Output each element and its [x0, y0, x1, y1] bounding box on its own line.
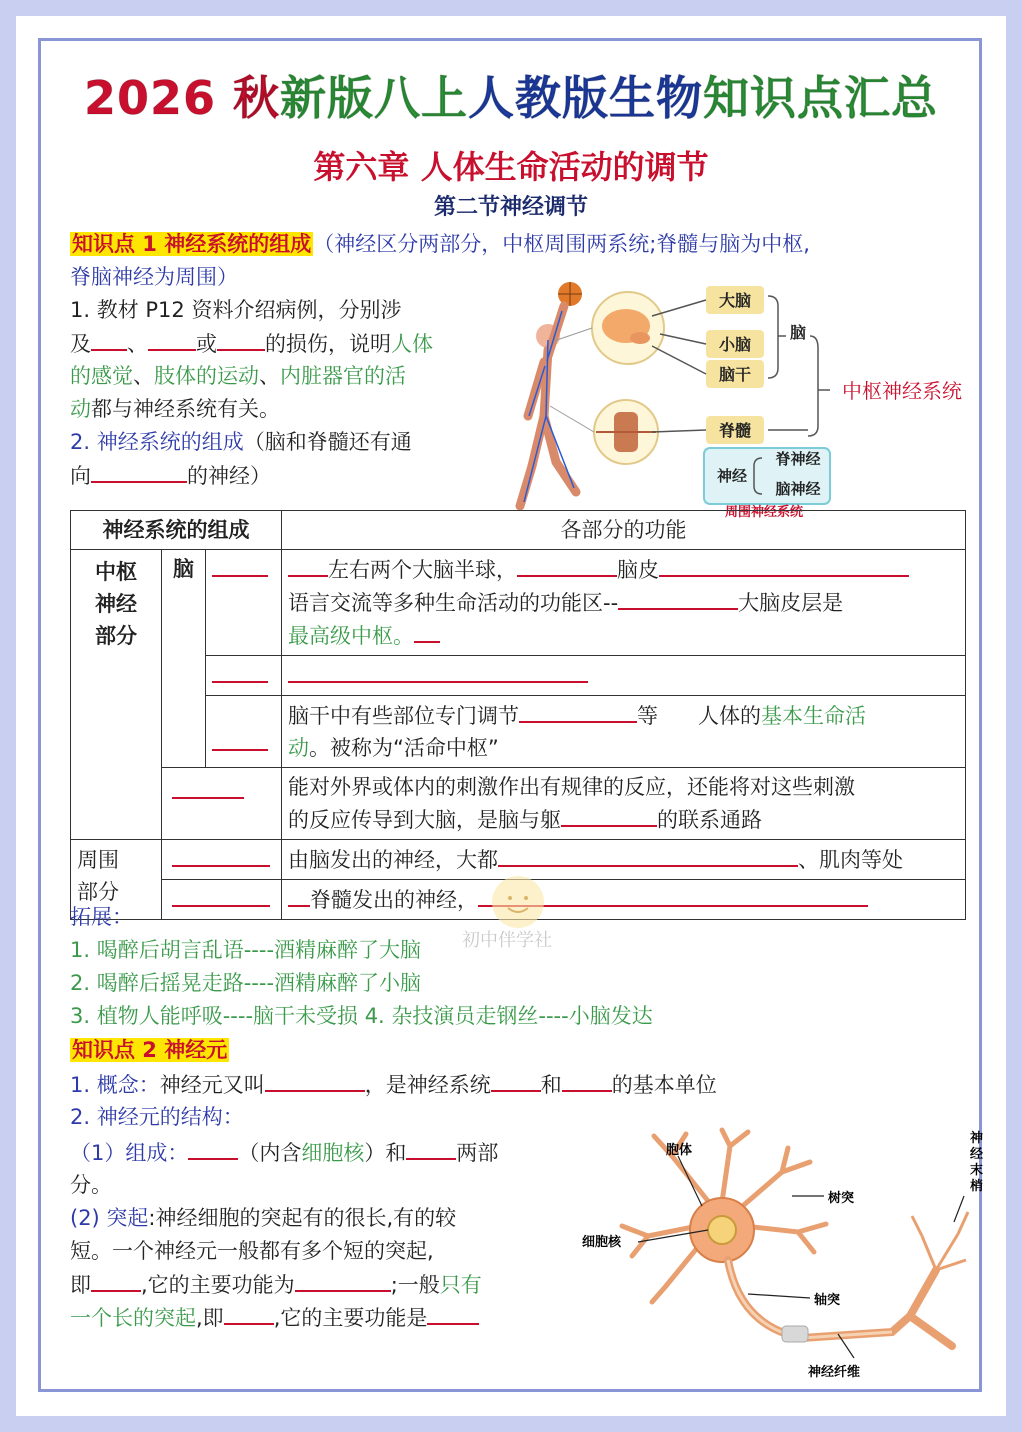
cns-part-label: 中枢神经部分	[71, 550, 162, 840]
text-seg: 肢体的运动	[154, 364, 259, 388]
text-seg: 或	[196, 332, 217, 356]
text-seg: 向	[70, 464, 91, 488]
diagram-label-cerebellum: 小脑	[718, 335, 752, 354]
fill-blank[interactable]	[212, 659, 268, 683]
cranial-blank-cell	[162, 840, 282, 880]
diagram-label-brain-group: 脑	[789, 323, 807, 342]
watermark-text: 初中伴学社	[462, 930, 552, 951]
table-header-composition: 神经系统的组成	[71, 511, 282, 550]
nerve-ending-icon	[912, 1212, 968, 1270]
fill-blank[interactable]	[491, 1068, 541, 1092]
kp2-structure: 2. 神经元的结构：	[70, 1105, 244, 1129]
cranial-function	[282, 840, 966, 880]
fill-blank[interactable]	[172, 843, 270, 867]
diagram-label-pns: 周围神经系统	[724, 505, 804, 520]
text-seg: 基本生命活	[761, 704, 866, 728]
text-seg: 一个长的突起	[70, 1306, 196, 1330]
kp1-item1-line4	[70, 393, 280, 426]
kp1-item1-line2	[70, 327, 433, 361]
fill-blank[interactable]	[414, 619, 440, 643]
fill-blank[interactable]	[172, 883, 270, 907]
table-header-function: 各部分的功能	[282, 511, 966, 550]
text-seg: 脊髓发出的神经，	[310, 888, 478, 912]
neuron-label-dendrite: 树突	[828, 1191, 855, 1206]
text-seg: 的神经）	[187, 464, 271, 488]
title-part-1: 2026 秋	[83, 71, 281, 125]
text-seg: ;一般	[390, 1273, 440, 1297]
spinal-function	[282, 768, 966, 840]
text-seg: （脑和脊髓还有通	[243, 430, 412, 454]
fill-blank[interactable]	[562, 1068, 612, 1092]
text-seg: 、肌肉等处	[798, 848, 903, 872]
text-seg: 等	[637, 704, 658, 728]
diagram-label-spinal-nerve: 脊神经	[775, 450, 821, 468]
text-seg: 2. 神经系统的组成	[70, 430, 244, 454]
title-part-4: 知识点汇总	[703, 71, 939, 125]
text-seg: 和	[540, 1073, 562, 1097]
text-seg: 脑皮	[617, 558, 659, 582]
fill-blank[interactable]	[212, 727, 268, 751]
text-seg: ，是神经系统	[364, 1073, 491, 1097]
section-title: 第二节神经调节	[433, 195, 588, 220]
brainstem-function	[282, 696, 966, 768]
kp2-process-2: 短。一个神经元一般都有多个短的突起,	[70, 1239, 434, 1263]
text-seg: 只有	[439, 1273, 482, 1297]
neuron-diagram	[562, 1126, 986, 1388]
text-seg: 两部	[456, 1141, 499, 1165]
fill-blank[interactable]	[295, 1268, 391, 1292]
text-seg: 的反应传导到大脑，是脑与躯	[288, 808, 561, 832]
text-seg: :神经细胞的突起有的很长,有的较	[148, 1206, 457, 1230]
diagram-label-cranial-nerve: 脑神经	[775, 480, 821, 498]
text-seg: 最高级中枢。	[288, 624, 414, 648]
text-seg: 都与神经系统有关。	[91, 397, 280, 421]
text-seg: 由脑发出的神经，大都	[288, 848, 498, 872]
kp2-composition	[70, 1136, 498, 1170]
neuron-label-axon: 轴突	[814, 1293, 841, 1308]
text-seg: 脑干中有些部位专门调节	[288, 704, 519, 728]
spinal-nerve-blank-cell	[162, 880, 282, 920]
nucleus-icon	[708, 1216, 736, 1244]
kp1-item2-line2	[70, 459, 271, 493]
fill-blank[interactable]	[217, 327, 265, 351]
fill-blank[interactable]	[561, 803, 657, 827]
diagram-label-cerebrum: 大脑	[718, 291, 752, 310]
fill-blank[interactable]	[519, 699, 637, 723]
neuron-label-nucleus: 细胞核	[582, 1235, 622, 1250]
fill-blank[interactable]	[91, 327, 127, 351]
fill-blank[interactable]	[288, 553, 328, 577]
fill-blank[interactable]	[212, 553, 268, 577]
kp1-item2-line1	[70, 426, 412, 459]
extend-line-3: 3. 植物人能呼吸----脑干未受损 4. 杂技演员走钢丝----小脑发达	[70, 1004, 653, 1028]
extend-line-2: 2. 喝醉后摇晃走路----酒精麻醉了小脑	[70, 971, 422, 995]
text-seg: 神经元又叫	[159, 1073, 265, 1097]
kp2-heading-line	[70, 1034, 229, 1067]
fill-blank[interactable]	[91, 459, 187, 483]
text-seg: ,它的主要功能是	[273, 1306, 428, 1330]
brain-label: 脑	[162, 550, 206, 768]
text-seg: 左右两个大脑半球，	[328, 558, 517, 582]
fill-blank[interactable]	[188, 1136, 238, 1160]
kp1-item1-line1: 1. 教材 P12 资料介绍病例，分别涉	[70, 298, 402, 322]
neuron-label-cell-body: 胞体	[666, 1143, 693, 1158]
main-title	[16, 62, 1006, 128]
text-seg: ,它的主要功能为	[141, 1273, 295, 1297]
title-part-2: 新版八上	[280, 71, 469, 125]
kp1-note-2: 脊脑神经为周围）	[70, 265, 238, 289]
title-part-3: 人教版生物	[468, 71, 704, 125]
fill-blank[interactable]	[148, 327, 196, 351]
diagram-label-nerve: 神经	[716, 467, 748, 485]
fill-blank[interactable]	[265, 1068, 365, 1092]
text-seg: 的基本单位	[611, 1073, 717, 1097]
text-seg: 、	[127, 332, 148, 356]
cerebellum-function	[282, 656, 966, 696]
kp1-label: 知识点 1 神经系统的组成	[72, 232, 312, 256]
kp2-composition-2: 分。	[70, 1173, 112, 1197]
nervous-system-table	[70, 510, 966, 920]
neuron-label-nerve-fiber: 神经纤维	[808, 1365, 861, 1380]
text-seg: 动	[288, 736, 309, 760]
kp2-concept	[70, 1068, 717, 1102]
text-seg: 人体	[391, 332, 433, 356]
text-seg: 部分	[77, 880, 119, 904]
fill-blank[interactable]	[172, 775, 244, 799]
text-seg: 动	[70, 397, 91, 421]
kp2-label: 知识点 2 神经元	[72, 1038, 228, 1062]
kp2-process-3	[70, 1268, 482, 1302]
kp1-item1-line3	[70, 360, 406, 393]
cerebellum-blank-cell	[206, 656, 282, 696]
text-seg: 人体的	[698, 704, 761, 728]
text-seg: 及	[70, 332, 91, 356]
chapter-title: 第六章 人体生命活动的调节	[313, 148, 709, 186]
text-seg: 。被称为“活命中枢”	[309, 736, 499, 760]
text-seg: 细胞核	[301, 1141, 365, 1165]
text-seg: （1）组成：	[70, 1141, 189, 1165]
brainstem-blank-cell	[206, 696, 282, 768]
neuron-label-nerve-ending: 神经末梢	[970, 1131, 984, 1194]
fill-blank[interactable]	[517, 553, 617, 577]
diagram-label-cns: 中枢神经系统	[842, 379, 962, 403]
cerebrum-function	[282, 550, 966, 656]
kp1-heading-line	[70, 228, 810, 261]
fill-blank[interactable]	[288, 659, 588, 683]
text-seg: 内脏器官的活	[280, 364, 406, 388]
text-seg: (2) 突起	[70, 1206, 149, 1230]
fill-blank[interactable]	[427, 1301, 479, 1325]
kp1-note-1: （神经区分两部分，中枢周围两系统;脊髓与脑为中枢,	[313, 232, 810, 256]
fill-blank[interactable]	[618, 586, 738, 610]
spinal-blank-cell	[162, 768, 282, 840]
worksheet-page	[16, 16, 1006, 1416]
kp2-process-4	[70, 1301, 479, 1335]
fill-blank[interactable]	[224, 1301, 274, 1325]
fill-blank[interactable]	[288, 883, 310, 907]
extend-title: 拓展：	[70, 905, 133, 929]
text-seg: ）和	[364, 1141, 407, 1165]
text-seg: 的感觉	[70, 364, 133, 388]
diagram-label-spinal: 脊髓	[718, 421, 752, 440]
text-seg: 、	[133, 364, 154, 388]
spinal-nerve-function	[282, 880, 966, 920]
text-seg: 大脑皮层是	[738, 591, 844, 615]
cerebrum-blank-cell	[206, 550, 282, 656]
fill-blank[interactable]	[91, 1268, 141, 1292]
nervous-system-diagram	[492, 266, 972, 520]
text-seg: 周围	[77, 848, 119, 872]
text-seg: 即	[70, 1273, 91, 1297]
text-seg: 、	[259, 364, 280, 388]
diagram-label-brainstem: 脑干	[718, 365, 752, 384]
text-seg: 语言交流等多种生命活动的功能区--	[288, 591, 619, 615]
text-seg: ,即	[196, 1306, 224, 1330]
text-seg: 的联系通路	[657, 808, 762, 832]
kp2-process-1	[70, 1202, 456, 1235]
fill-blank[interactable]	[406, 1136, 456, 1160]
text-seg: 的损伤，说明	[265, 332, 391, 356]
text-seg: 1. 概念：	[70, 1073, 160, 1097]
fill-blank[interactable]	[659, 553, 909, 577]
text-seg: （内含	[238, 1141, 302, 1165]
text-seg: 能对外界或体内的刺激作出有规律的反应，还能将对这些刺激	[288, 775, 855, 799]
extend-line-1: 1. 喝醉后胡言乱语----酒精麻醉了大脑	[70, 938, 422, 962]
